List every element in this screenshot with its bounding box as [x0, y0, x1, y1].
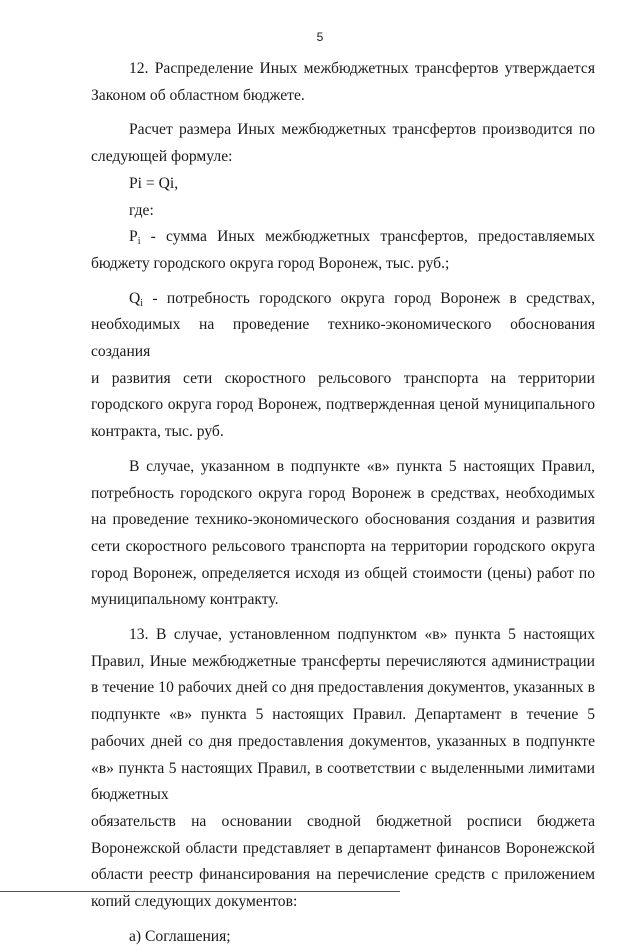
- paragraph-13-spread-line: обязательств на основании сводной бюджетной росписи бюджета: [91, 812, 595, 830]
- paragraph-13-part-1: 13. В случае, установленном подпунктом «в» пункта 5 настоящих Правил, Иные межбюджетные трансферты перечисляются администрации в течение 10 рабочих дней со дня предоставления документов, указанных в подпункте «в» пункта 5 настоящих Правил. Департамент в течение 5 рабочих дней со дня предоставления документов, указанных в подпункте «в» пункта 5 настоящих Правил, в соответствии с выделенными лимитами бюджетных: [91, 626, 595, 804]
- p-definition: [91, 224, 595, 277]
- q-definition-line-2: необходимых на проведение технико-экономического обоснования создания: [91, 316, 595, 361]
- q-definition-line-3: и развития сети скоростного рельсового транспорта на территории: [91, 369, 595, 387]
- paragraph-13-part-2: Воронежской области представляет в департамент финансов Воронежской области реестр финансирования на перечисление средств с приложением копий следующих документов:: [91, 839, 595, 911]
- q-symbol: Q: [129, 289, 141, 307]
- where-label: где:: [129, 201, 154, 219]
- paragraph-13: [91, 622, 595, 916]
- q-definition-line-1: [91, 286, 595, 313]
- calc-intro: Расчет размера Иных межбюджетных трансфертов производится по следующей формуле:: [91, 121, 595, 166]
- q-definition-rest: городского округа город Воронеж, подтвержденная ценой муниципального контракта, тыс. руб.: [91, 396, 595, 441]
- bottom-rule: [0, 891, 400, 892]
- q-definition: [91, 286, 595, 446]
- item-a: а) Соглашения;: [129, 927, 231, 945]
- q-definition-line-1-text: - потребность городского округа город Воронеж в средствах,: [143, 289, 595, 307]
- paragraph-12: 12. Распределение Иных межбюджетных трансфертов утверждается Законом об областном бюджете.: [91, 60, 595, 104]
- page-number: 5: [316, 30, 324, 44]
- p-symbol: P: [129, 228, 138, 246]
- p-subscript: i: [137, 236, 141, 248]
- case-v-paragraph: В случае, указанном в подпункте «в» пункта 5 настоящих Правил, потребность городского округа город Воронеж в средствах, необходимых на проведение технико-экономического обоснования создания и развития сети скоростного рельсового транспорта на территории городского округа город Воронеж, определяется исходя из общей стоимости (цены) работ по муниципальному контракту.: [91, 457, 595, 609]
- document-body: [91, 56, 595, 951]
- formula: Pi = Qi,: [129, 174, 179, 192]
- p-definition-text: - сумма Иных межбюджетных трансфертов, предоставляемых бюджету городского округа город Воронеж, тыс. руб.;: [91, 228, 595, 272]
- q-subscript: i: [140, 297, 144, 309]
